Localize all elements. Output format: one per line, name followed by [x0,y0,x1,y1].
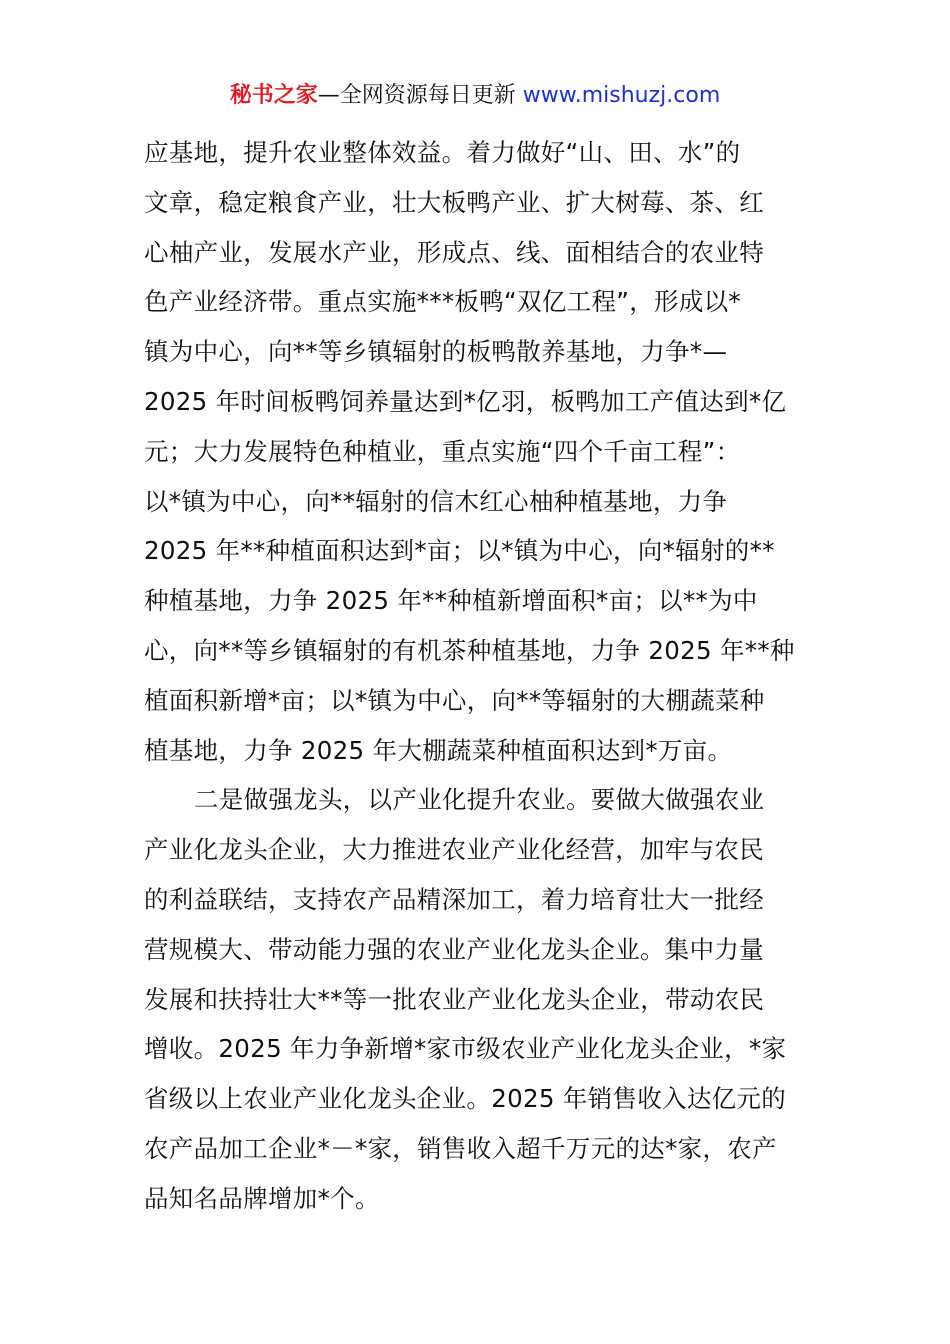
text-line: 增收。2025 年力争新增*家市级农业产业化龙头企业，*家 [144,1034,787,1064]
text-line: 营规模大、带动能力强的农业产业化龙头企业。集中力量 [144,934,764,964]
text-line: 产业化龙头企业，大力推进农业产业化经营，加牢与农民 [144,835,764,865]
text-line: 植面积新增*亩；以*镇为中心，向**等辐射的大棚蔬菜种 [144,685,765,715]
text-line: 应基地，提升农业整体效益。着力做好“山、田、水”的 [144,138,741,167]
text-line: 农产品加工企业*－*家，销售收入超千万元的达*家，农产 [144,1133,777,1163]
text-line: 2025 年时间板鸭饲养量达到*亿羽，板鸭加工产值达到*亿 [144,386,787,416]
text-line: 以*镇为中心，向**辐射的信木红心柚种植基地，力争 [144,486,728,516]
text-line: 心柚产业，发展水产业，形成点、线、面相结合的农业特 [144,237,764,267]
text-line: 元；大力发展特色种植业，重点实施“四个千亩工程”： [144,436,741,466]
text-line: 色产业经济带。重点实施***板鸭“双亿工程”，形成以* [144,287,741,317]
text-line: 文章，稳定粮食产业，壮大板鸭产业、扩大树莓、茶、红 [144,187,764,217]
text-line: 镇为中心，向**等乡镇辐射的板鸭散养基地，力争*— [144,337,728,367]
site-brand: 秘书之家 [229,83,318,108]
text-line: 植基地，力争 2025 年大棚蔬菜种植面积达到*万亩。 [144,735,733,765]
site-url-link[interactable]: www.mishuzj.com [522,83,721,108]
site-tagline: —全网资源每日更新 [317,83,516,108]
text-line: 发展和扶持壮大**等一批农业产业化龙头企业，带动农民 [144,984,765,1014]
paragraph-start-line: 二是做强龙头，以产业化提升农业。要做大做强农业 [194,785,765,815]
site-header [0,80,950,112]
text-line: 心，向**等乡镇辐射的有机茶种植基地，力争 2025 年**种 [144,635,795,665]
document-body [144,128,806,1224]
text-line: 种植基地，力争 2025 年**种植新增面积*亩；以**为中 [144,586,758,616]
text-line: 省级以上农业产业化龙头企业。2025 年销售收入达亿元的 [144,1084,787,1114]
text-line: 品知名品牌增加*个。 [144,1183,380,1213]
text-line: 的利益联结，支持农产品精深加工，着力培育壮大一批经 [144,884,764,914]
text-line: 2025 年**种植面积达到*亩；以*镇为中心，向*辐射的** [144,536,775,566]
